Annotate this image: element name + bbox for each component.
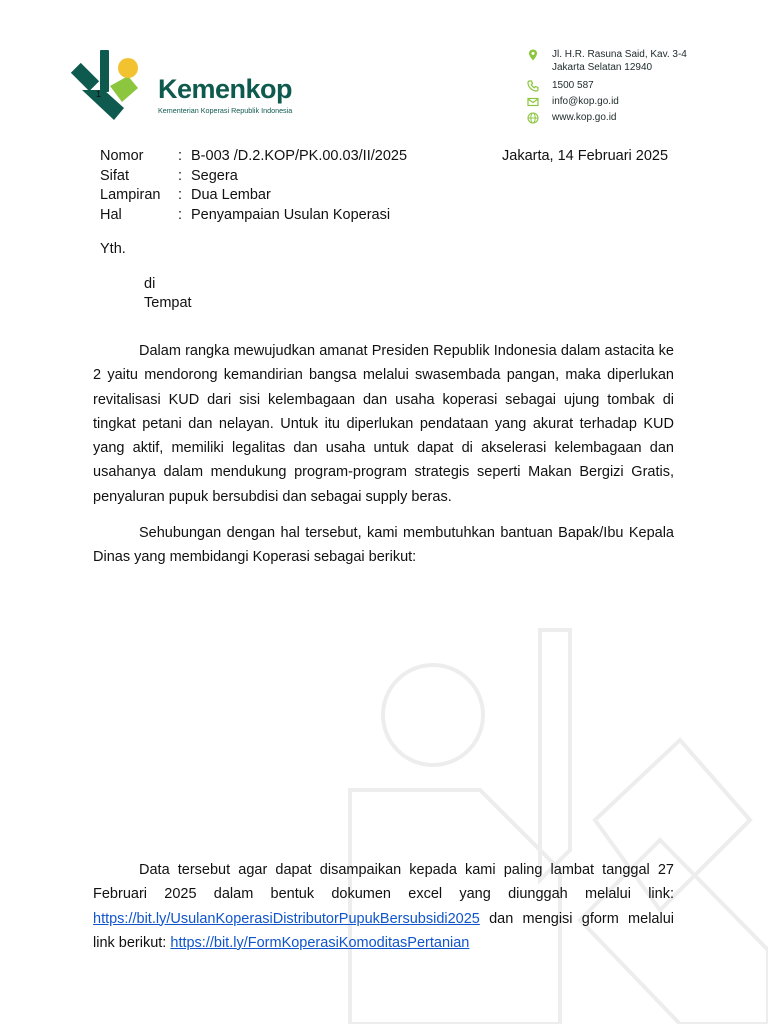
field-value: Segera xyxy=(191,167,238,184)
field-colon: : xyxy=(178,148,183,164)
field-label: Hal xyxy=(100,206,122,223)
brand-name: Kemenkop xyxy=(158,74,293,104)
body-paragraph-2 xyxy=(93,521,674,570)
field-row-lampiran xyxy=(100,186,680,206)
recipient-salutation: Yth. xyxy=(100,241,126,257)
kemenkop-emblem-icon xyxy=(70,46,150,126)
field-colon: : xyxy=(178,167,183,184)
field-row-hal xyxy=(100,206,680,226)
field-row-sifat xyxy=(100,167,680,187)
field-value: B-003 /D.2.KOP/PK.00.03/II/2025 xyxy=(191,148,408,164)
contact-email: info@kop.go.id xyxy=(552,96,619,107)
contact-address: Jl. H.R. Rasuna Said, Kav. 3-4 Jakarta Selatan 12940 xyxy=(552,49,687,73)
watermark-logo xyxy=(330,620,768,1024)
contact-block xyxy=(527,48,727,127)
kemenkop-logo xyxy=(70,46,320,126)
globe-icon xyxy=(527,112,539,124)
paragraph-text: Dalam rangka mewujudkan amanat Presiden Republik Indonesia dalam astacita ke 2 yaitu mendorong kemandirian bangsa melalui swasembada pangan, maka diperlukan revitalisasi KUD dari sisi kelembagaan dan usaha koperasi sebagai ujung tombak di tingkat petani dan nelayan. Untuk itu diperlukan pendataan yang akurat terhadap KUD yang aktif, memiliki legalitas dan usaha untuk dapat di akselerasi kelembagaan dan usahanya dalam mendukung program-program strategis seperti Makan Bergizi Gratis, penyaluran pupuk bersubdisi dan sebagai supply beras. xyxy=(93,343,674,505)
contact-phone: 1500 587 xyxy=(552,80,594,91)
recipient-place: Tempat xyxy=(144,295,192,311)
field-colon: : xyxy=(178,206,183,223)
paragraph-text: Sehubungan dengan hal tersebut, kami membutuhkan bantuan Bapak/Ibu Kepala Dinas yang membidangi Koperasi sebagai berikut: xyxy=(93,525,674,566)
mail-icon xyxy=(527,96,539,108)
field-label: Sifat xyxy=(100,167,130,184)
field-value: Penyampaian Usulan Koperasi xyxy=(191,206,391,223)
excel-upload-link[interactable]: https://bit.ly/UsulanKoperasiDistributorPupukBersubsidi2025 xyxy=(93,910,480,927)
letter-date: Jakarta, 14 Februari 2025 xyxy=(502,148,669,164)
gform-link[interactable]: https://bit.ly/FormKoperasiKomoditasPertanian xyxy=(170,934,470,951)
recipient-di: di xyxy=(144,276,156,292)
page-number: 1 xyxy=(96,89,102,99)
field-value: Dua Lembar xyxy=(191,187,271,203)
field-label: Nomor xyxy=(100,148,144,164)
contact-website-row xyxy=(527,111,727,127)
contact-address-row xyxy=(527,48,727,79)
field-label: Lampiran xyxy=(100,187,161,203)
body-paragraph-3 xyxy=(93,858,674,955)
phone-icon xyxy=(527,80,539,92)
contact-email-row xyxy=(527,95,727,111)
contact-phone-row xyxy=(527,79,727,95)
contact-website: www.kop.go.id xyxy=(552,112,617,123)
field-colon: : xyxy=(178,187,183,203)
paragraph-text: Data tersebut agar dapat disampaikan kepada kami paling lambat tanggal 27 Februari 2025 dalam bentuk dokumen excel yang diunggah melalui link: xyxy=(93,862,674,903)
location-pin-icon xyxy=(527,49,539,61)
paragraph-text: dan mengisi gform melalui link berikut: xyxy=(93,910,674,951)
body-paragraph-1 xyxy=(93,339,674,509)
brand-subtitle: Kementerian Koperasi Republik Indonesia xyxy=(158,106,293,115)
